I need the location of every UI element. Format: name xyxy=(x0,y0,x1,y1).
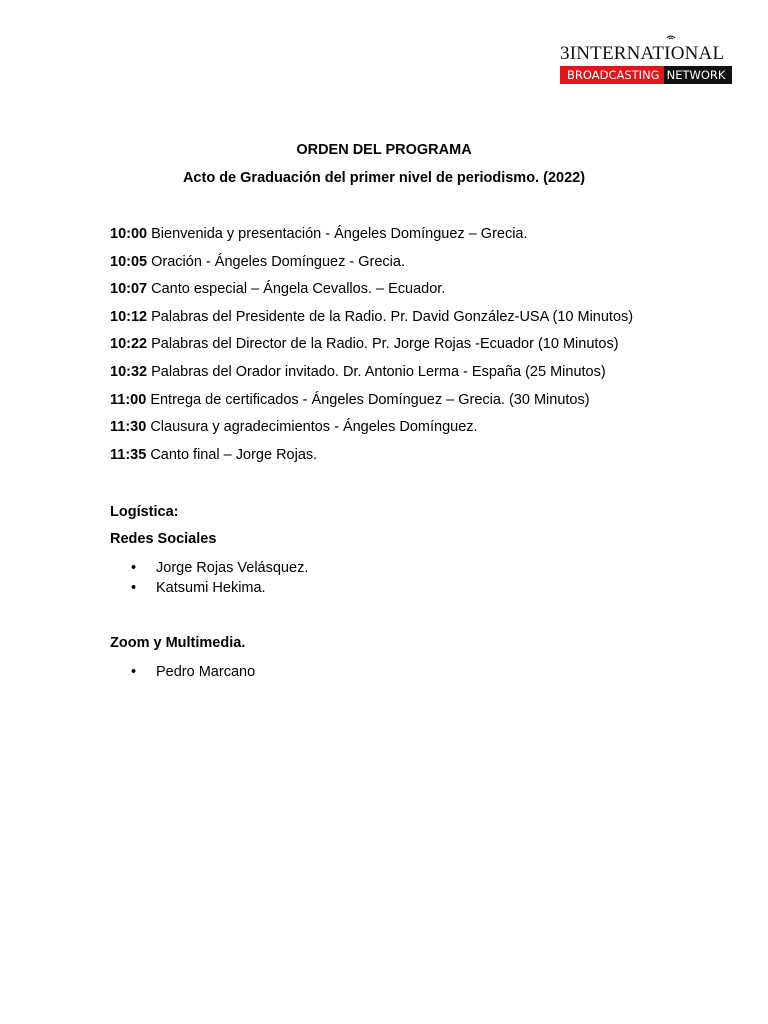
schedule-text: Palabras del Presidente de la Radio. Pr. David González-USA (10 Minutos) xyxy=(147,308,634,325)
schedule-time: 10:32 xyxy=(110,363,148,380)
zoom-multimedia-heading: Zoom y Multimedia. xyxy=(110,635,246,651)
logo-network-text: NETWORK xyxy=(664,66,732,84)
schedule-time: 10:00 xyxy=(110,226,148,242)
schedule-text: Canto final – Jorge Rojas. xyxy=(146,446,318,463)
schedule-item xyxy=(110,445,633,473)
bullet-icon: • xyxy=(131,580,137,596)
list-item xyxy=(131,558,308,578)
schedule-item xyxy=(110,362,633,390)
schedule-text: Oración - Ángeles Domínguez - Grecia. xyxy=(147,253,405,270)
page-title: ORDEN DEL PROGRAMA xyxy=(296,142,472,158)
social-media-heading: Redes Sociales xyxy=(110,531,217,547)
schedule-text: Canto especial – Ángela Cevallos. – Ecuador. xyxy=(147,281,446,298)
schedule-item xyxy=(110,390,633,418)
schedule-time: 11:30 xyxy=(110,419,147,436)
schedule-text: Entrega de certificados - Ángeles Domínguez – Grecia. (30 Minutos) xyxy=(146,391,590,408)
schedule-time: 10:05 xyxy=(110,253,148,270)
schedule-text: Palabras del Director de la Radio. Pr. Jorge Rojas -Ecuador (10 Minutos) xyxy=(147,336,619,353)
zoom-multimedia-list xyxy=(131,662,255,682)
schedule-item xyxy=(110,224,633,252)
schedule-text: Bienvenida y presentación - Ángeles Domínguez – Grecia. xyxy=(147,226,528,242)
schedule-item xyxy=(110,252,633,280)
schedule-time: 11:00 xyxy=(110,391,147,408)
person-name: Jorge Rojas Velásquez. xyxy=(156,560,309,576)
bullet-icon: • xyxy=(131,560,137,576)
list-item xyxy=(131,578,308,598)
radio-tower-icon xyxy=(664,35,678,45)
schedule-time: 10:22 xyxy=(110,336,148,353)
person-name: Pedro Marcano xyxy=(156,664,256,680)
person-name: Katsumi Hekima. xyxy=(156,580,266,596)
network-logo xyxy=(560,44,732,84)
social-media-list xyxy=(131,558,308,598)
schedule-time: 10:12 xyxy=(110,308,148,325)
schedule-item xyxy=(110,417,633,445)
bullet-icon: • xyxy=(131,664,137,680)
schedule-text: Palabras del Orador invitado. Dr. Antonio Lerma - España (25 Minutos) xyxy=(147,363,606,380)
list-item xyxy=(131,662,255,682)
schedule-item xyxy=(110,307,633,335)
logo-broadcasting-text: BROADCASTING xyxy=(560,66,664,84)
schedule-list xyxy=(110,224,633,472)
schedule-time: 10:07 xyxy=(110,281,148,298)
page-subtitle: Acto de Graduación del primer nivel de periodismo. (2022) xyxy=(182,170,586,186)
schedule-item xyxy=(110,279,633,307)
schedule-text: Clausura y agradecimientos - Ángeles Domínguez. xyxy=(146,419,478,436)
logo-top-text: 3INTERNATIONAL xyxy=(560,43,725,64)
schedule-time: 11:35 xyxy=(110,446,147,463)
schedule-item xyxy=(110,334,633,362)
logistics-heading: Logística: xyxy=(110,504,179,520)
